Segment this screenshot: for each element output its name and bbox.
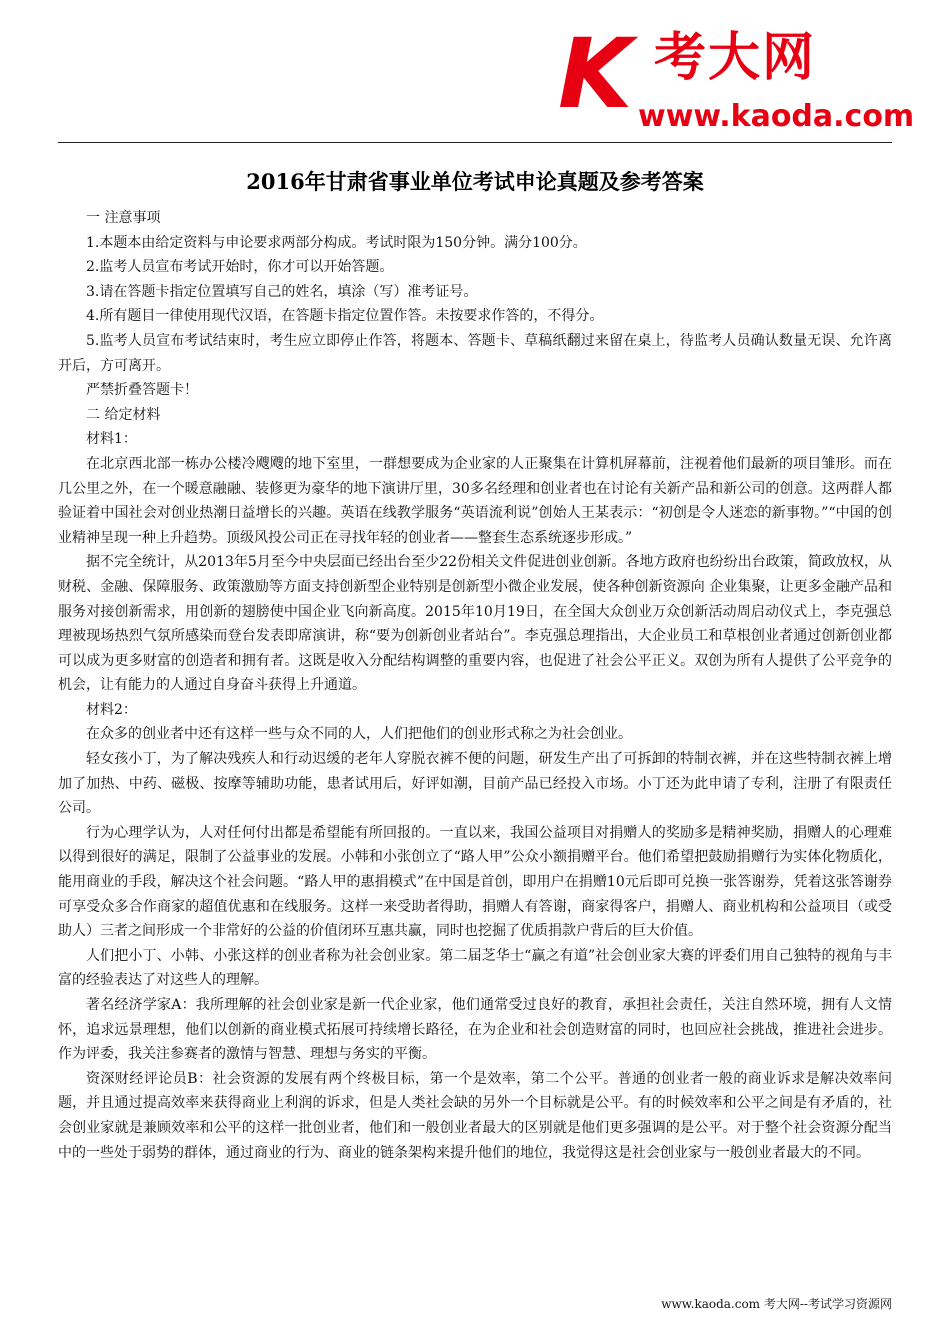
material-1-label: 材料1：: [86, 431, 137, 448]
note-item-5: 5.监考人员宣布考试结束时，考生应立即停止作答，将题本、答题卡、草稿纸翻过来留在桌上，待监考人员确认数量无误、允许离开后，方可离开。: [58, 332, 892, 374]
note-item-2: 2.监考人员宣布考试开始时，你才可以开始答题。: [86, 259, 394, 276]
material-2-paragraph-1: 在众多的创业者中还有这样一些与众不同的人，人们把他们的创业形式称之为社会创业。: [86, 726, 632, 743]
material-1-paragraph-2: 据不完全统计，从2013年5月至今中央层面已经出台至少22份相关文件促进创业创新。各地方政府也纷纷出台政策，简政放权，从财税、金融、保障服务、政策激励等方面支持创新型企业特别是创新型小微企业发展，使各种创新资源向 企业集聚，让更多金融产品和服务对接创新需求，用创新的翅膀使中国企业飞向新高度。2015年10月19日，在全国大众创业万众创新活动周启动仪式上，李克强总理被现场热烈气氛所感染而登台发表即席演讲，称“要为创新创业者站台”。李克强总理指出，大企业员工和草根创业者通过创新创业都可以成为更多财富的创造者和拥有者。这既是收入分配结构调整的重要内容，也促进了社会公平正义。双创为所有人提供了公平竞争的机会，让有能力的人通过自身奋斗获得上升通道。: [58, 554, 892, 694]
warning-line: 严禁折叠答题卡！: [86, 382, 198, 399]
header-divider: [58, 142, 892, 143]
note-item-3: 3.请在答题卡指定位置填写自己的姓名，填涂（写）准考证号。: [86, 283, 478, 300]
page-footer: www.kaoda.com 考大网--考试学习资源网: [661, 1297, 892, 1311]
note-item-1: 1.本题本由给定资料与申论要求两部分构成。考试时限为150分钟。满分100分。: [86, 234, 587, 251]
material-2-paragraph-6: 资深财经评论员B：社会资源的发展有两个终极目标，第一个是效率，第二个公平。普通的创业者一般的商业诉求是解决效率问题，并且通过提高效率来获得商业上利润的诉求，但是人类社会缺的另外一个目标就是公平。有的时候效率和公平之间是有矛盾的，社会创业家就是兼顾效率和公平的这样一批创业者，他们和一般创业者最大的区别就是他们更多强调的是公平。对于整个社会资源分配当中的一些处于弱势的群体，通过商业的行为、商业的链条架构来提升他们的地位，我觉得这是社会创业家与一般创业者最大的不同。: [58, 1070, 892, 1161]
kaoda-logo: [558, 18, 915, 136]
material-2-paragraph-5: 著名经济学家A：我所理解的社会创业家是新一代企业家，他们通常受过良好的教育，承担社会责任，关注自然环境，拥有人文情怀，追求远景理想，他们以创新的商业模式拓展可持续增长路径，在为企业和社会创造财富的同时，也回应社会挑战，推进社会进步。作为评委，我关注参赛者的激情与智慧、理想与务实的平衡。: [58, 997, 892, 1063]
section-heading-materials: 二 给定材料: [86, 406, 161, 423]
material-2-paragraph-4: 人们把小丁、小韩、小张这样的创业者称为社会创业家。第二届芝华士“赢之有道”社会创业家大赛的评委们用自己独特的视角与丰富的经验表达了对这些人的理解。: [58, 947, 892, 989]
note-item-4: 4.所有题目一律使用现代汉语，在答题卡指定位置作答。未按要求作答的，不得分。: [86, 308, 604, 325]
material-2-paragraph-2: 轻女孩小丁，为了解决残疾人和行动迟缓的老年人穿脱衣裤不便的问题，研发生产出了可拆卸的特制衣裤，并在这些特制衣裤上增加了加热、中药、磁极、按摩等辅助功能，患者试用后，好评如潮，目前产品已经投入市场。小丁还为此申请了专利，注册了有限责任公司。: [58, 751, 892, 817]
document-body: [58, 206, 892, 1165]
logo-url: www.kaoda.com: [638, 99, 915, 134]
material-1-paragraph-1: 在北京西北部一栋办公楼冷飕飕的地下室里，一群想要成为企业家的人正聚集在计算机屏幕前，注视着他们最新的项目雏形。而在几公里之外，在一个暖意融融、装修更为豪华的地下演讲厅里，30多名经理和创业者也在讨论有关新产品和新公司的创意。这两群人都验证着中国社会对创业热潮日益增长的兴趣。英语在线教学服务“英语流利说”创始人王某表示：“初创是令人迷恋的新事物。”“中国的创业精神呈现一种上升趋势。顶级风投公司正在寻找年轻的创业者——整套生态系统逐步形成。”: [58, 455, 892, 546]
logo-k-mark: K: [558, 18, 633, 130]
material-2-paragraph-3: 行为心理学认为，人对任何付出都是希望能有所回报的。一直以来，我国公益项目对捐赠人的奖励多是精神奖励，捐赠人的心理难以得到很好的满足，限制了公益事业的发展。小韩和小张创立了“路人甲”公众小额捐赠平台。他们希望把鼓励捐赠行为实体化物质化，能用商业的手段，解决这个社会问题。“路人甲的惠捐模式”在中国是首创，即用户在捐赠10元后即可兑换一张答谢券，凭着这张答谢券可享受众多合作商家的超值优惠和在线服务。这样一来受助者得助，捐赠人有答谢，商家得客户，捐赠人、商业机构和公益项目（或受助人）三者之间形成一个非常好的公益的价值闭环互惠共赢，同时也挖掘了优质捐款户背后的巨大价值。: [58, 824, 892, 940]
document-title: 2016年甘肃省事业单位考试申论真题及参考答案: [246, 169, 704, 194]
logo-brand-name: 考大网: [654, 28, 817, 88]
material-2-label: 材料2：: [86, 701, 137, 718]
section-heading-notes: 一 注意事项: [86, 210, 161, 226]
